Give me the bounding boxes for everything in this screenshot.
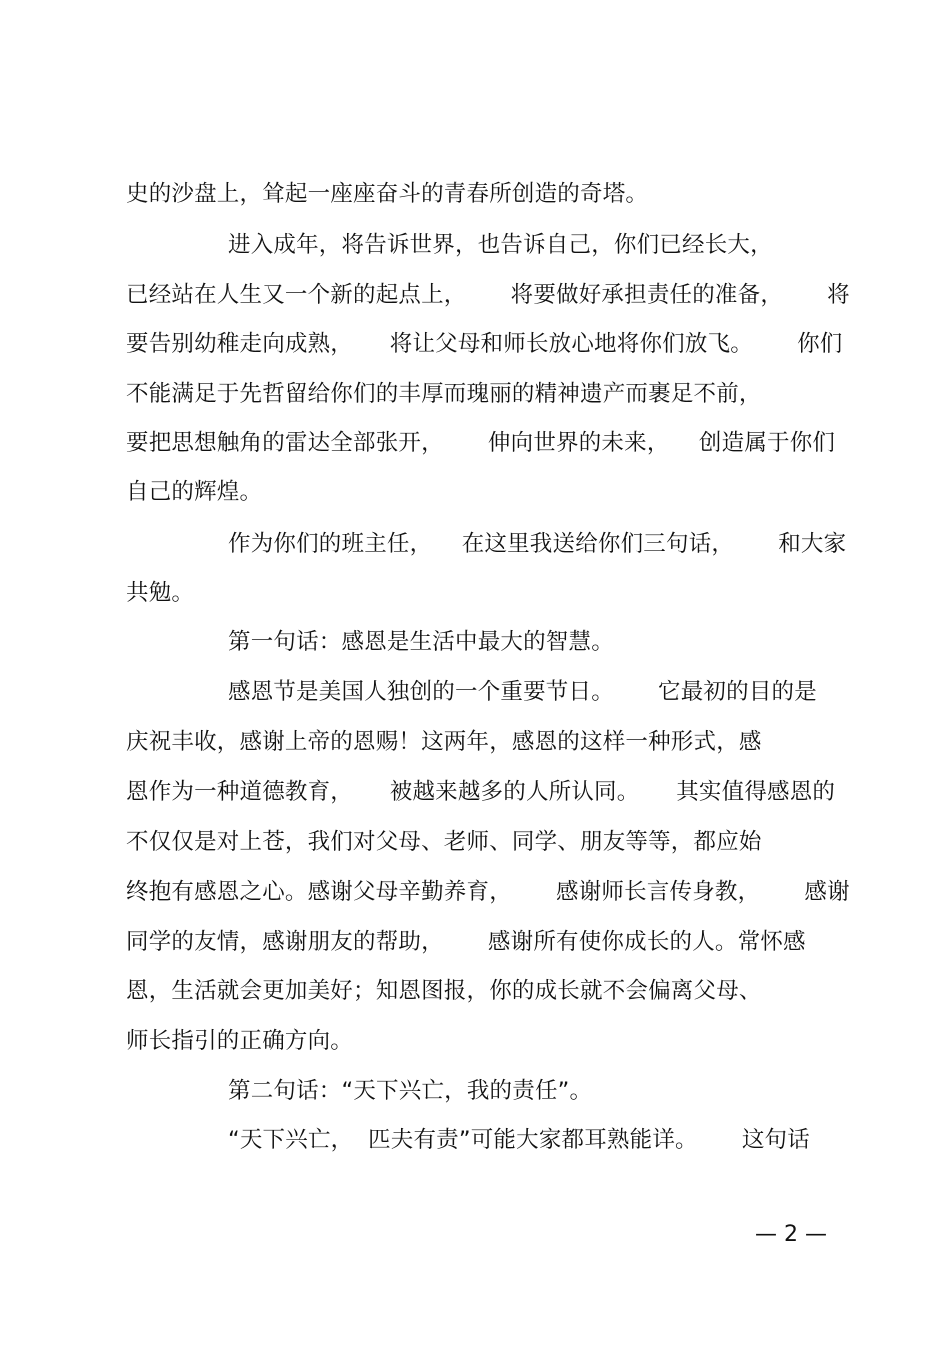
body-line: 要告别幼稚走向成熟， 将让父母和师长放心地将你们放飞。 你们 xyxy=(126,331,843,357)
page-number: — 2 — xyxy=(755,1222,827,1247)
body-line: 不能满足于先哲留给你们的丰厚而瑰丽的精神遗产而裹足不前， xyxy=(126,381,762,407)
body-line: 庆祝丰收，感谢上帝的恩赐！这两年，感恩的这样一种形式，感 xyxy=(126,729,762,755)
body-line: 恩，生活就会更加美好；知恩图报，你的成长就不会偏离父母、 xyxy=(126,978,762,1004)
body-line: 作为你们的班主任， 在这里我送给你们三句话， 和大家 xyxy=(228,531,847,557)
body-line: 不仅仅是对上苍，我们对父母、老师、同学、朋友等等，都应始 xyxy=(126,829,762,855)
body-line: 进入成年，将告诉世界，也告诉自己，你们已经长大， xyxy=(228,232,773,258)
body-line: 同学的友情，感谢朋友的帮助， 感谢所有使你成长的人。常怀感 xyxy=(126,929,806,955)
body-line: 恩作为一种道德教育， 被越来越多的人所认同。 其实值得感恩的 xyxy=(126,779,836,805)
body-line: 要把思想触角的雷达全部张开， 伸向世界的未来， 创造属于你们 xyxy=(126,430,836,456)
section-heading: 第二句话：“天下兴亡，我的责任”。 xyxy=(228,1078,593,1104)
body-line: 师长指引的正确方向。 xyxy=(126,1028,354,1054)
body-line: 史的沙盘上，耸起一座座奋斗的青春所创造的奇塔。 xyxy=(126,181,649,207)
body-line: 自己的辉煌。 xyxy=(126,479,263,505)
body-line: 已经站在人生又一个新的起点上， 将要做好承担责任的准备， 将 xyxy=(126,282,850,308)
body-line: 终抱有感恩之心。感谢父母辛勤养育， 感谢师长言传身教， 感谢 xyxy=(126,879,850,905)
body-line: 共勉。 xyxy=(126,580,195,606)
body-line: “天下兴亡， 匹夫有责”可能大家都耳熟能详。 这句话 xyxy=(228,1127,810,1153)
section-heading: 第一句话：感恩是生活中最大的智慧。 xyxy=(228,629,614,655)
body-line: 感恩节是美国人独创的一个重要节日。 它最初的目的是 xyxy=(228,679,817,705)
